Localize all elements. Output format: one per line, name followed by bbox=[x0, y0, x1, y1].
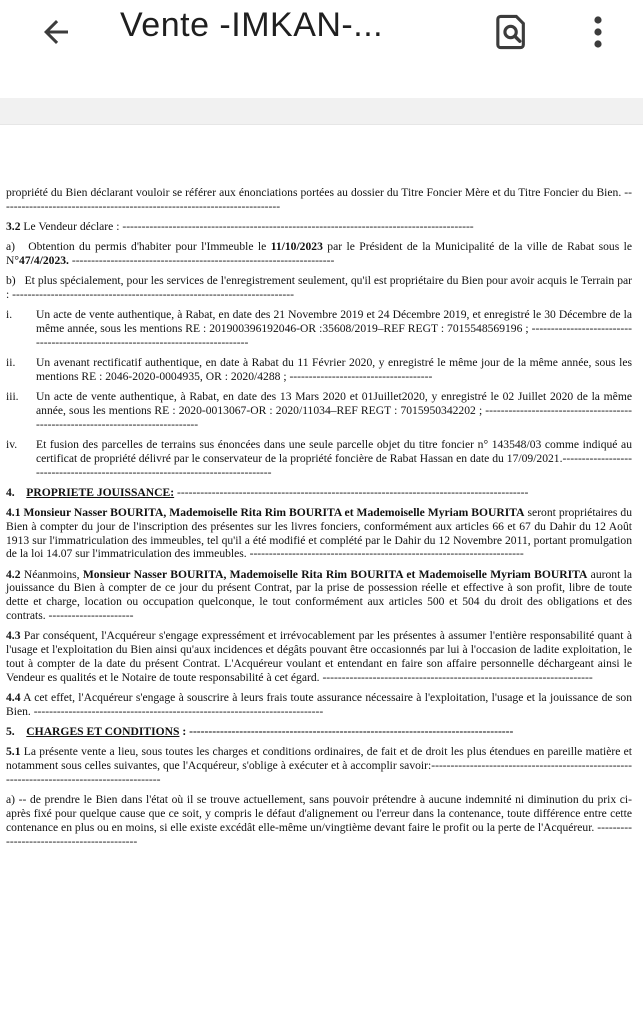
item-label: iii. bbox=[6, 390, 19, 403]
heading-title: PROPRIETE JOUISSANCE: bbox=[26, 485, 175, 499]
clause-dashes: -------------------------------------------------------------------- bbox=[68, 254, 335, 267]
app-bar bbox=[0, 0, 643, 64]
section-3-2 bbox=[6, 220, 632, 234]
clause-text: par le Président de la Municipalité de la ville de Rabat sous le N° bbox=[6, 240, 632, 267]
section-number: 3.2 bbox=[6, 220, 21, 233]
paragraph-text: Par conséquent, l'Acquéreur s'engage expressément et irrévocablement par les présentes à assumer l'entière responsabilité quant à l'usage et l'exploitation du Bien ainsi qu'aux incidences et dégâts pouvant être occasionnés par lui à l'occasion de ladite exploitation, le tout à compter de la date du présent Contrat. L'Acquéreur voulant et entendant en faire son affaire personnelle déchargeant ainsi le Vendeur es qualités et le Notaire de toute responsabilité à cet égard. ---------------------------------------------------------------------- bbox=[6, 629, 632, 685]
paragraph-4-4 bbox=[6, 691, 632, 719]
list-item-iv bbox=[6, 438, 632, 480]
paragraph-number: 4.3 bbox=[6, 629, 21, 643]
permit-number: 47/4/2023. bbox=[19, 254, 69, 267]
item-label: ii. bbox=[6, 356, 16, 369]
party-names: Monsieur Nasser BOURITA, Mademoiselle Rita Rim BOURITA et Mademoiselle Myriam BOURITA bbox=[23, 505, 525, 519]
heading-number: 5. bbox=[6, 725, 15, 739]
item-text: Un acte de vente authentique, à Rabat, en date des 13 Mars 2020 et 01Juillet2020, y enregistré le 02 Juillet 2020 de la même année, sous les mentions RE : 2020-0013067-OR : 2020/11034–REF REGT : 7015950342202 ; -------------------------------------------------------------------------------- bbox=[36, 390, 632, 431]
clause-text: Obtention du permis d'habiter pour l'Immeuble le bbox=[28, 240, 271, 254]
page-gap bbox=[0, 98, 643, 124]
search-in-document-button[interactable] bbox=[490, 10, 534, 54]
heading-section-4 bbox=[6, 486, 632, 500]
paragraph-5-1 bbox=[6, 745, 632, 787]
list-item-iii bbox=[6, 390, 632, 432]
document-search-icon bbox=[495, 13, 529, 51]
heading-title: CHARGES ET CONDITIONS bbox=[26, 725, 180, 739]
more-options-button[interactable] bbox=[576, 10, 620, 54]
item-text: Et fusion des parcelles de terrains sus énoncées dans une seule parcelle objet du titre foncier n° 143548/03 comme indiqué au certificat de propriété délivré par le conservateur de la propriété foncière de Rabat Hassan en date du 17/09/2021.------------------------------------------------------------------------------- bbox=[36, 437, 632, 479]
clause-label: a) bbox=[6, 792, 16, 806]
paragraph-intro: propriété du Bien déclarant vouloir se référer aux énonciations portées au dossier du Titre Foncier Mère et du Titre Foncier du Bien. ------------------------------------------------------------------------- bbox=[6, 186, 632, 213]
clause-text: Et plus spécialement, pour les services de l'enregistrement seulement, qu'il est propriétaire du Bien pour avoir acquis le Terrain par : ------------------------------------------------------------------------- bbox=[6, 274, 632, 301]
item-label: iv. bbox=[6, 437, 18, 451]
document-page[interactable] bbox=[6, 186, 632, 855]
paragraph-text: auront la jouissance du Bien à compter de ce jour du présent Contrat, par la prise de possession réelle et effective à son profit, libre de toute dette et charge, location ou occupation quelconque, le tout conformément aux articles 500 et 504 du droit des obligations et des contrats. ---------------------- bbox=[6, 567, 632, 623]
list-item-i bbox=[6, 308, 632, 350]
more-vert-icon bbox=[593, 15, 603, 49]
permit-date: 11/10/2023 bbox=[270, 240, 323, 254]
heading-dashes: : ------------------------------------------------------------------------------------ bbox=[179, 725, 514, 739]
back-button[interactable] bbox=[34, 10, 78, 54]
item-text: Un acte de vente authentique, à Rabat, en date des 21 Novembre 2019 et 24 Décembre 2019, et enregistré le 30 Décembre de la même année, sous les mentions RE : 201900396192046-OR :35608/2019–REF REGT : 7015548569196 ; --------------------------------------------------------------------------------- bbox=[36, 308, 632, 349]
clause-label: b) bbox=[6, 274, 16, 288]
clause-b bbox=[6, 274, 632, 302]
paragraph-number: 5.1 bbox=[6, 745, 21, 759]
list-item-ii bbox=[6, 356, 632, 384]
paragraph-text: La présente vente a lieu, sous toutes les charges et conditions ordinaires, de fait et de droit les plus étendues en pareille matière et notamment sous celles suivantes, que l'Acquéreur, s'oblige à exécuter et à accomplir savoir:-------------------------------------------------------------------------------------------- bbox=[6, 745, 632, 786]
clause-text: -- de prendre le Bien dans l'état où il se trouve actuellement, sans pouvoir prétendre à aucune indemnité ni diminution du prix ci-après fixé pour quelque cause que ce soit, y compris le défaut d'alignement ou l'erreur dans la contenance, toute différence entre cette contenance en plus ou en moins, si elle existe excédât elle-même un/vingtième devant faire le profit ou la perte de l'Acquéreur. ------------------------------------------- bbox=[6, 792, 632, 848]
item-text: Un avenant rectificatif authentique, en date à Rabat du 11 Février 2020, y enregistré le même jour de la même année, sous les mentions RE : 2046-2020-0004935, OR : 2020/4288 ; ------------------------------------- bbox=[36, 356, 632, 383]
paragraph-text: Néanmoins, bbox=[20, 567, 83, 581]
paragraph-number: 4.4 bbox=[6, 691, 21, 705]
paragraph-4-1 bbox=[6, 506, 632, 562]
paragraph-number: 4.1 bbox=[6, 505, 21, 519]
paragraph-4-2 bbox=[6, 568, 632, 624]
clause-label: a) bbox=[6, 240, 16, 254]
toolbar-divider bbox=[0, 64, 643, 125]
paragraph-number: 4.2 bbox=[6, 567, 21, 581]
paragraph-text: A cet effet, l'Acquéreur s'engage à souscrire à leurs frais toute assurance nécessaire à l'exploitation, l'usage et la jouissance de son Bien. --------------------------------------------------------------------------- bbox=[6, 691, 632, 719]
heading-number: 4. bbox=[6, 485, 15, 499]
paragraph-4-3 bbox=[6, 629, 632, 685]
heading-dashes: ------------------------------------------------------------------------------------------- bbox=[174, 485, 529, 499]
paragraph-text: seront propriétaires du Bien à compter du jour de l'inscription des présentes sur les livres fonciers, conformément aux articles 66 et 67 du Dahir du 12 Août 1913 sur l'immatriculation des immeubles, tel qu'il a été modifié et complété par le Dahir du 12 Novembre 2011, portant promulgation de la loi 14.07 sur l'immatriculation des immeubles. ----------------------------------------------------------------------- bbox=[6, 505, 632, 561]
party-names: Monsieur Nasser BOURITA, Mademoiselle Rita Rim BOURITA et Mademoiselle Myriam BOURITA bbox=[82, 567, 588, 581]
arrow-left-icon bbox=[38, 14, 74, 50]
heading-section-5 bbox=[6, 725, 632, 739]
paragraph-5-1-a bbox=[6, 793, 632, 849]
clause-a bbox=[6, 240, 632, 268]
section-text: Le Vendeur déclare : ------------------------------------------------------------------------------------------- bbox=[23, 220, 474, 233]
item-label: i. bbox=[6, 308, 13, 322]
document-title: Vente -IMKAN-... bbox=[120, 6, 384, 44]
